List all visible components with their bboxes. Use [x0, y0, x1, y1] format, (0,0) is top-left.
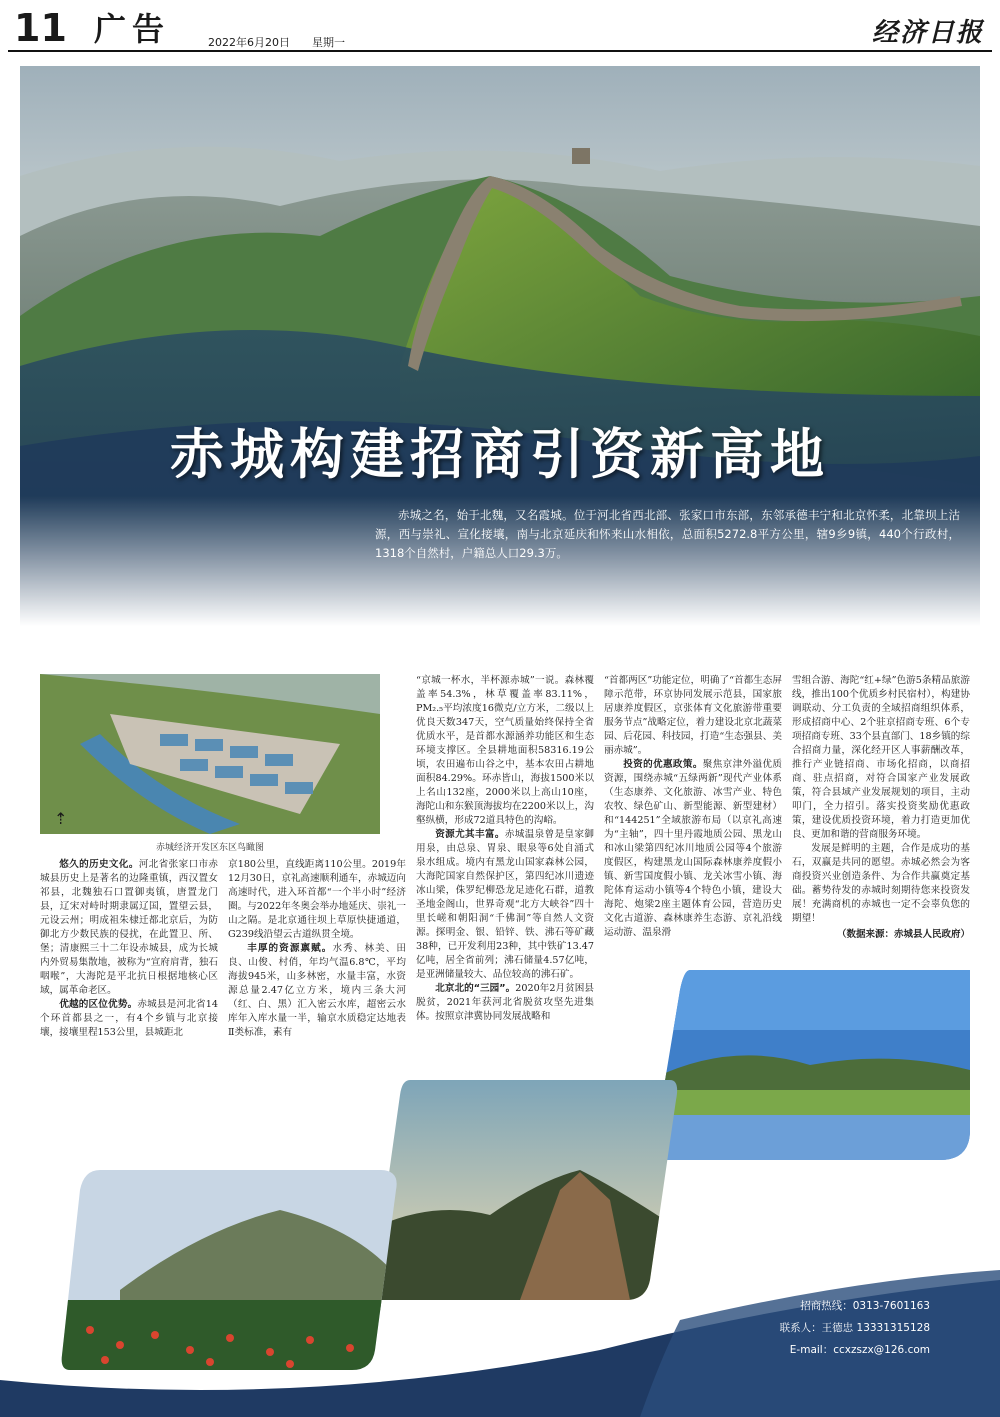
newspaper-logo: 经济日报: [871, 18, 984, 48]
article-paragraph: [416, 982, 594, 1024]
paragraph-text: 2020年2月贫困县脱贫，2021年获河北省脱贫攻坚先进集体。按照京津冀协同发展战略和: [416, 983, 594, 1022]
publication-weekday: 星期一: [312, 36, 345, 49]
paragraph-text: 赤城县是河北省14个环首都县之一，有4个乡镇与北京接壤，接壤里程153公里，县城距北: [40, 999, 218, 1038]
article-paragraph: [40, 998, 218, 1040]
article-paragraph: [416, 674, 594, 828]
paragraph-text: 发展是鲜明的主题，合作是成功的基石，双赢是共同的愿望。赤城必然会为客商投资兴业创造条件、为合作共赢奠定基础。蓄势待发的赤城时刻期待您来投资发展！充满商机的赤城也一定不会辜负您的期望！: [792, 843, 970, 924]
article-column-2: [228, 858, 406, 1040]
article-paragraph: [416, 828, 594, 982]
development-zone-caption: 赤城经济开发区东区鸟瞰图: [155, 843, 264, 853]
development-zone-aerial-photo: [40, 674, 380, 834]
svg-text:⇡: ⇡: [54, 809, 68, 828]
paragraph-text: 水秀、林美、田良、山俊、村俏，年均气温6.8℃，平均海拔945米，山多林密，水量丰富，水资源总量2.47亿立方米，境内三条大河（红、白、黑）汇入密云水库，超密云水库年入库水量一半，输京水质稳定达地表Ⅱ类标准，素有: [228, 943, 407, 1038]
data-source-note: （数据来源：赤城县人民政府）: [836, 929, 970, 940]
page-number: 11: [14, 6, 67, 50]
paragraph-lead: 悠久的历史文化。: [59, 859, 139, 870]
masthead: [8, 6, 992, 52]
hero-intro-text: 赤城之名，始于北魏，又名霞城。位于河北省西北部、张家口市东部，东邻承德丰宁和北京怀柔，北靠坝上沽源，西与崇礼、宣化接壤，南与北京延庆和怀来山水相依，总面积5272.8平方公里，辖9乡9镇，440个行政村，1318个自然村，户籍总人口29.3万。: [375, 508, 960, 560]
article-paragraph: [228, 858, 406, 942]
hero-headline: 赤城构建招商引资新高地: [170, 423, 830, 486]
article-column-5: [792, 674, 970, 942]
paragraph-text: 聚焦京津外溢优质资源，围绕赤城“五绿两新”现代产业体系（生态康养、文化旅游、冰雪产业、特色农牧、绿色矿山、新型能源、新型建材）和“144251”全域旅游布局（以京礼高速为“主轴”，四十里丹霞地质公园、黑龙山和冰山梁第四纪冰川地质公园等4个旅游度假区，构建黑龙山国际森林康养度假小镇、新雪国度假小镇、龙关冰雪小镇、海陀体育运动小镇等4个特色小镇，建设大海陀、炮梁2座主题体育公园，营造历史文化古道游、森林康养生态游、京礼沿线运动游、温泉滑: [604, 759, 783, 938]
grassland-lake-photo: [650, 970, 970, 1160]
paragraph-text: “京城一杯水，半杯源赤城”一说。森林覆盖率54.3%，林草覆盖率83.11%，PM₂.₅平均浓度16微克/立方米，二级以上优良天数347天，空气质量始终保持全省优质水平，是首都水源涵养功能区和生态环境支撑区。全县耕地面积58316.19公顷，农田遍布山谷之中，基本农田占耕地面积84.29%。环赤皆山，海拔1500米以上名山132座，2000米以上高山10座，海陀山和东猴顶海拔均在2200米以上，沟壑纵横，形成72道具特色的沟峪。: [416, 675, 594, 826]
paragraph-text: 河北省张家口市赤城县历史上是著名的边隆重镇，西汉置女祁县，北魏独石口置御夷镇，唐置龙门县，辽宋对峙时期隶属辽国，置望云县，元设云州；明成祖朱棣迁都北京后，为防御北方少数民族的侵扰，在此置卫、所、堡；清康熙三十二年设赤城县，成为长城内外贸易集散地，被称为“宣府肩背，独石咽喉”，大海陀是平北抗日根据地核心区域，属革命老区。: [40, 859, 219, 996]
contact-person: 联系人：王德忠 13331315128: [779, 1322, 930, 1334]
article-paragraph: [40, 858, 218, 998]
publication-date: 2022年6月20日: [208, 36, 290, 49]
paragraph-lead: 北京北的“三园”。: [435, 983, 516, 994]
article-column-1: [40, 858, 218, 1040]
investment-hotline: 招商热线：0313-7601163: [800, 1300, 930, 1312]
paragraph-text: 京180公里，直线距离110公里。2019年12月30日，京礼高速顺利通车，赤城迈向高速时代，进入环首都“一个半小时”经济圈。与2022年冬奥会举办地延庆、崇礼一山之隔。是北京通往坝上草原快捷通道，G239线沿望云古道纵贯全境。: [228, 859, 406, 940]
article-paragraph: [792, 842, 970, 926]
contact-email: E-mail：ccxzszx@126.com: [789, 1344, 930, 1356]
article-paragraph: [604, 758, 782, 940]
paragraph-text: 赤城温泉曾是皇家御用泉，由总泉、胃泉、眼泉等6处自涌式泉水组成。境内有黑龙山国家森林公园，大海陀国家自然保护区，第四纪冰川遗迹冰山梁，侏罗纪柳恐龙足迹化石群，道教圣地金阁山，世界奇观“北方大峡谷”四十里长嵯和朝阳洞“千佛洞”等自然人文资源。探明金、银、铅锌、铁、沸石等矿藏38种，已开发利用23种，其中铁矿13.47亿吨，居全省前列；沸石储量4.57亿吨，是亚洲储量较大、品位较高的沸石矿。: [416, 829, 595, 980]
article-paragraph: [792, 674, 970, 842]
paragraph-lead: 资源尤其丰富。: [435, 829, 505, 840]
paragraph-lead: 丰厚的资源禀赋。: [247, 943, 333, 954]
paragraph-lead: 投资的优惠政策。: [623, 759, 703, 770]
section-title: 广告: [94, 10, 171, 48]
article-paragraph: [604, 674, 782, 758]
paragraph-lead: 优越的区位优势。: [59, 999, 138, 1010]
article-column-3: [416, 674, 594, 1024]
article-column-4: [604, 674, 782, 940]
hero-great-wall-photo: [20, 66, 980, 626]
paragraph-text: “首都两区”功能定位，明确了“首都生态屏障示范带，环京协同发展示范县，国家旅居康养度假区，京张体育文化旅游带重要服务节点”战略定位，着力建设北京北蔬菜园、后花园、科技园，打造“生态强县、美丽赤城”。: [604, 675, 782, 756]
paragraph-text: 雪组合游、海陀“红+绿”色游5条精品旅游线，推出100个优质乡村民宿村），构建协调联动、分工负责的全域招商组织体系，形成招商中心、2个驻京招商专班、6个专项招商专班、33个县直部门、18乡镇的综合招商力量，深化经开区人事薪酬改革，推行产业链招商、市场化招商，以商招商、驻点招商，对符合国家产业发展政策，符合县域产业发展规划的项目，主动叩门，全力招引。落实投资奖励优惠政策，建设优质投资环境，着力打造更加优良、更加和谐的营商服务环境。: [792, 675, 970, 840]
article-paragraph: [228, 942, 406, 1040]
